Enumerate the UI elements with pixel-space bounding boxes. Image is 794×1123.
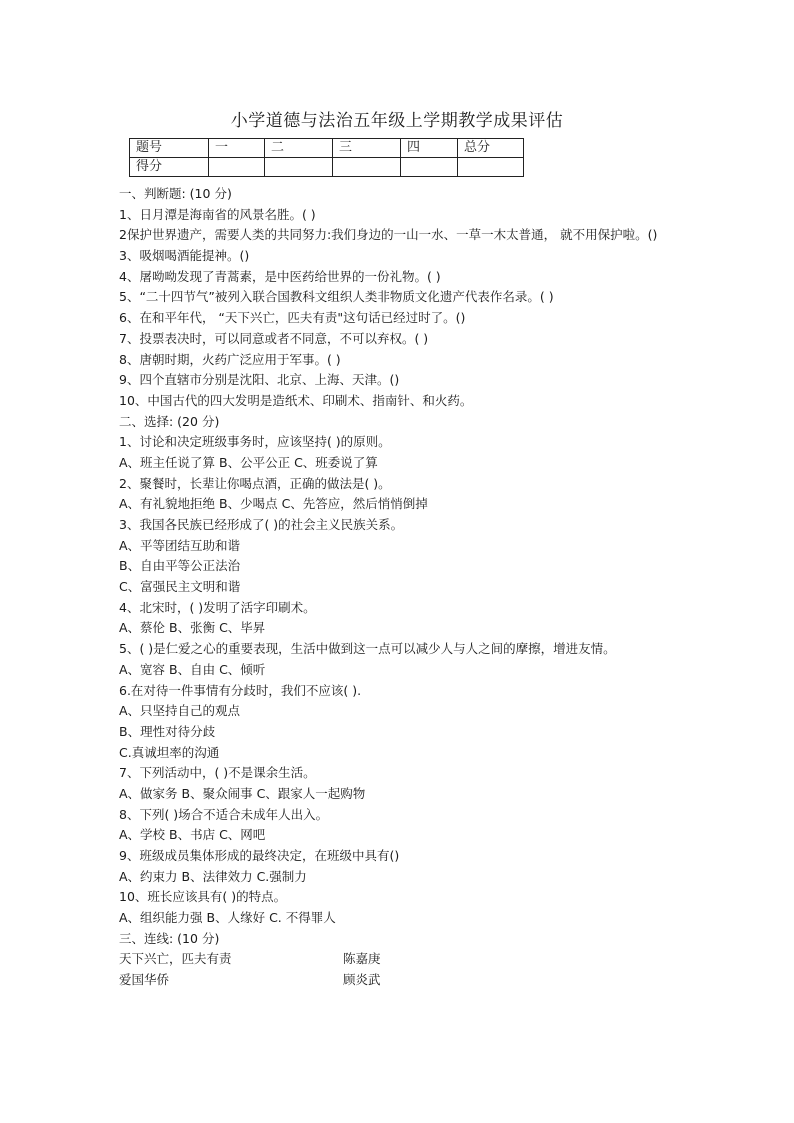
score-input-cell[interactable] — [458, 158, 524, 177]
score-input-cell[interactable] — [265, 158, 333, 177]
question-line: 1、日月潭是海南省的风景名胜。( ) — [119, 206, 316, 222]
score-table-cell: 一 — [209, 139, 265, 158]
question-line: 5、( )是仁爱之心的重要表现，生活中做到这一点可以减少人与人之间的摩擦，增进友情。 — [119, 641, 616, 657]
score-table-cell: 三 — [333, 139, 401, 158]
answer-option: A、只坚持自己的观点 — [119, 703, 241, 719]
question-line: 8、下列( )场合不适合未成年人出入。 — [119, 806, 329, 822]
question-line: 10、班长应该具有( )的特点。 — [119, 889, 287, 905]
question-line: 9、班级成员集体形成的最终决定，在班级中具有() — [119, 848, 400, 864]
score-input-cell[interactable] — [209, 158, 265, 177]
section-heading-choice: 二、选择: (20 分) — [119, 413, 220, 429]
matching-row — [119, 949, 689, 970]
answer-options: A、有礼貌地拒绝 B、少喝点 C、先答应，然后悄悄倒掉 — [119, 496, 428, 512]
score-table — [129, 138, 524, 177]
question-line: 7、投票表决时，可以同意或者不同意，不可以弃权。( ) — [119, 330, 429, 346]
question-line: 3、吸烟喝酒能提神。() — [119, 248, 250, 264]
answer-options: A、约束力 B、法律效力 C.强制力 — [119, 868, 307, 884]
score-table-cell: 总分 — [458, 139, 524, 158]
question-line: 2保护世界遗产，需要人类的共同努力:我们身边的一山一水、一草一木太普通， 就不用保护啦。() — [119, 227, 658, 243]
matching-left-item: 爱国华侨 — [119, 972, 170, 988]
question-line: 6.在对待一件事情有分歧时，我们不应该( ). — [119, 682, 362, 698]
question-line: 4、屠呦呦发现了青蒿素，是中医药给世界的一份礼物。( ) — [119, 268, 441, 284]
question-line: 4、北宋时，( )发明了活字印刷术。 — [119, 599, 316, 615]
answer-options: A、蔡伦 B、张衡 C、毕昇 — [119, 620, 266, 636]
answer-option: C、富强民主文明和谐 — [119, 579, 241, 595]
answer-options: A、做家务 B、聚众闹事 C、跟家人一起购物 — [119, 785, 366, 801]
score-table-header-row — [130, 139, 524, 158]
matching-left-item: 天下兴亡，匹夫有责 — [119, 951, 232, 967]
answer-options: A、学校 B、书店 C、网吧 — [119, 827, 266, 843]
answer-option: B、理性对待分歧 — [119, 723, 216, 739]
answer-options: A、宽容 B、自由 C、倾听 — [119, 661, 266, 677]
section-heading-judgment: 一、判断题: (10 分) — [119, 186, 232, 201]
matching-right-item: 陈嘉庚 — [343, 951, 381, 967]
question-line: 10、中国古代的四大发明是造纸术、印刷术、指南针、和火药。 — [119, 392, 473, 408]
question-body — [119, 184, 689, 991]
page-title: 小学道德与法治五年级上学期教学成果评估 — [230, 111, 564, 131]
score-input-cell[interactable] — [333, 158, 401, 177]
section-heading-matching: 三、连线: (10 分) — [119, 930, 220, 946]
answer-options: A、班主任说了算 B、公平公正 C、班委说了算 — [119, 454, 378, 470]
question-line: 3、我国各民族已经形成了( )的社会主义民族关系。 — [119, 517, 404, 533]
question-line: 2、聚餐时，长辈让你喝点酒，正确的做法是( )。 — [119, 475, 391, 491]
score-table-cell: 二 — [265, 139, 333, 158]
question-line: 9、四个直辖市分别是沈阳、北京、上海、天津。() — [119, 372, 400, 388]
answer-option: A、平等团结互助和谐 — [119, 537, 241, 553]
question-line: 6、在和平年代， “天下兴亡，匹夫有责"这句话已经过时了。() — [119, 310, 466, 326]
answer-option: C.真诚坦率的沟通 — [119, 744, 220, 760]
answer-options: A、组织能力强 B、人缘好 C. 不得罪人 — [119, 910, 336, 926]
answer-option: B、自由平等公正法治 — [119, 558, 241, 574]
score-table-score-row — [130, 158, 524, 177]
question-line: 1、讨论和决定班级事务时，应该坚持( )的原则。 — [119, 434, 391, 450]
question-line: 5、“二十四节气”被列入联合国教科文组织人类非物质文化遗产代表作名录。( ) — [119, 289, 554, 305]
score-table-cell: 得分 — [130, 158, 209, 177]
score-table-cell: 题号 — [130, 139, 209, 158]
score-input-cell[interactable] — [401, 158, 458, 177]
matching-row — [119, 970, 689, 991]
question-line: 8、唐朝时期，火药广泛应用于军事。( ) — [119, 351, 341, 367]
matching-right-item: 顾炎武 — [343, 972, 381, 988]
question-line: 7、下列活动中，( )不是课余生活。 — [119, 765, 316, 781]
score-table-cell: 四 — [401, 139, 458, 158]
